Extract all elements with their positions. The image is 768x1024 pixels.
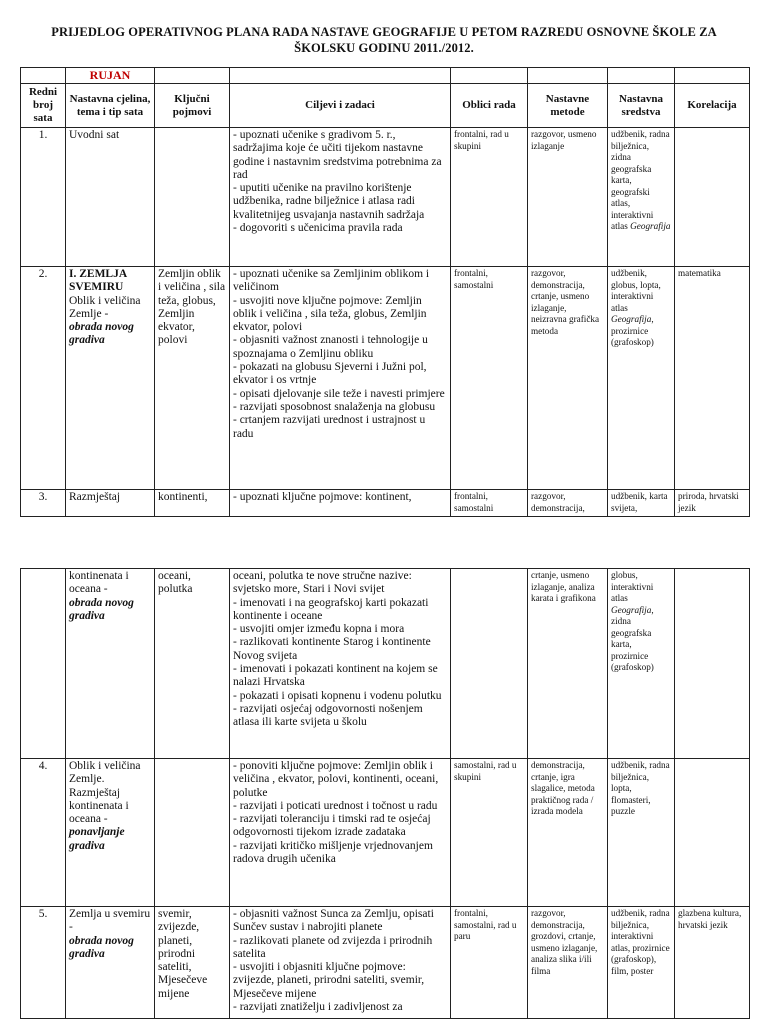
header-row: [21, 84, 750, 128]
row-methods: razgovor, demonstracija,: [528, 490, 608, 517]
row-number: 4.: [21, 759, 66, 907]
lesson-type: obrada novog gradiva: [69, 596, 134, 622]
row-terms: [155, 759, 230, 907]
goal-item: - pokazati na globusu Sjeverni i Južni pol, ekvator i os vrtnje: [233, 361, 427, 387]
table-row: [21, 569, 750, 759]
section-title: I. ZEMLJA SVEMIRU: [69, 268, 127, 294]
row-terms: svemir, zvijezde, planeti, prirodni sateliti, Mjesečeve mijene: [155, 907, 230, 1019]
goal-item: - razvijati osjećaj odgovornosti nošenjem atlasa ili karte svijeta u školu: [233, 702, 423, 729]
goal-item: - usvojiti nove ključne pojmove: Zemljin oblik i veličina , sila teža, globus, Zemljin ekvator, polovi: [233, 294, 427, 334]
header-methods: Nastavne metode: [528, 84, 608, 128]
row-goals: [230, 128, 451, 267]
month-row: [21, 68, 750, 84]
resources-text: udžbenik, globus, lopta, interaktivni atlas: [611, 268, 661, 313]
row-forms: samostalni, rad u skupini: [451, 759, 528, 907]
topic-text: Oblik i veličina Zemlje -: [69, 294, 141, 320]
topic-text: Uvodni sat: [69, 129, 120, 141]
row-methods: demonstracija, crtanje, igra slagalice, metoda praktičnog rada / izrada modela: [528, 759, 608, 907]
row-methods: razgovor, usmeno izlaganje: [528, 128, 608, 267]
resources-text-after: , prozirnice (grafoskop): [611, 314, 654, 347]
goal-item: - uputiti učenike na pravilno korištenje udžbenika, radne bilježnice i atlasa radi kvalitetnijeg usvajanja nastavnih sadržaja: [233, 182, 425, 221]
resources-italic: Geografija: [611, 314, 652, 324]
row-goals: [230, 490, 451, 517]
row-number: 5.: [21, 907, 66, 1019]
row-forms: [451, 569, 528, 759]
row-methods: razgovor, demonstracija, crtanje, usmeno izlaganje, neizravna grafička metoda: [528, 267, 608, 490]
resources-text: udžbenik, radna bilježnica, zidna geografska karta, geografski atlas, interaktivni atlas: [611, 129, 670, 231]
topic-text: Zemlja u svemiru -: [69, 908, 151, 934]
row-terms: [155, 128, 230, 267]
goal-item: - imenovati i pokazati kontinent na kojem se nalazi Hrvatska: [233, 663, 438, 689]
goal-item: - razlikovati kontinente Starog i kontinente Novog svijeta: [233, 636, 431, 662]
row-correlation: matematika: [675, 267, 750, 490]
row-number: 1.: [21, 128, 66, 267]
row-resources: udžbenik, karta svijeta,: [608, 490, 675, 517]
goal-item: - razvijati i poticati urednost i točnost u radu: [233, 799, 438, 812]
title-line-2: ŠKOLSKU GODINU 2011./2012.: [294, 41, 474, 55]
empty-cell: [155, 68, 230, 84]
empty-cell: [608, 68, 675, 84]
header-goals: Ciljevi i zadaci: [230, 84, 451, 128]
goal-item: - razlikovati planete od zvijezda i prirodnih satelita: [233, 934, 433, 960]
row-forms: frontalni, samostalni: [451, 267, 528, 490]
lesson-type: obrada novog gradiva: [69, 321, 134, 347]
row-forms: frontalni, rad u skupini: [451, 128, 528, 267]
row-forms: frontalni, samostalni, rad u paru: [451, 907, 528, 1019]
goal-item: - razvijati znatiželju i zadivljenost za: [233, 1001, 403, 1014]
row-methods: razgovor, demonstracija, grozdovi, crtanje, usmeno izlaganje, analiza slika i/ili filma: [528, 907, 608, 1019]
empty-cell: [21, 68, 66, 84]
row-resources: [608, 569, 675, 759]
row-resources: [608, 128, 675, 267]
goal-item: - upoznati učenike s gradivom 5. r., sadržajima koje će učiti tijekom nastavne godine i nastavnim sredstvima potrebnima za rad: [233, 129, 442, 181]
row-correlation: priroda, hrvatski jezik: [675, 490, 750, 517]
row-terms: kontinenti,: [155, 490, 230, 517]
topic-text: Oblik i veličina Zemlje. Razmještaj kontinenata i oceana -: [69, 760, 141, 826]
empty-cell: [230, 68, 451, 84]
resources-italic: Geografija: [611, 604, 652, 615]
row-methods: crtanje, usmeno izlaganje, analiza karata i grafikona: [528, 569, 608, 759]
goal-item: - crtanjem razvijati urednost i ustrajnost u radu: [233, 414, 426, 440]
table-row: [21, 267, 750, 490]
row-topic: [66, 759, 155, 907]
goal-item: - ponoviti ključne pojmove: Zemljin oblik i veličina , ekvator, polovi, kontinenti, oceani, polutke: [233, 760, 439, 799]
goal-item: - objasniti važnost Sunca za Zemlju, opisati Sunčev sustav i nabrojiti planete: [233, 908, 434, 934]
row-terms: oceani, polutka: [155, 569, 230, 759]
header-forms: Oblici rada: [451, 84, 528, 128]
table-row: [21, 128, 750, 267]
goal-item: - razvijati toleranciju i timski rad te osjećaj odgovornosti tijekom izrade zadataka: [233, 813, 431, 839]
header-terms: Ključni pojmovi: [155, 84, 230, 128]
row-correlation: [675, 128, 750, 267]
goal-item: - imenovati i na geografskoj karti pokazati kontinente i oceane: [233, 596, 429, 622]
lesson-type: obrada novog gradiva: [69, 934, 134, 960]
plan-table-part-2: [20, 568, 750, 1019]
row-correlation: [675, 569, 750, 759]
row-forms: frontalni, samostalni: [451, 490, 528, 517]
document-title: [0, 24, 768, 56]
topic-text: Razmještaj: [69, 491, 121, 503]
row-number: 2.: [21, 267, 66, 490]
row-resources: [608, 267, 675, 490]
row-correlation: glazbena kultura, hrvatski jezik: [675, 907, 750, 1019]
resources-italic: Geografija: [630, 221, 671, 231]
resources-text: globus, interaktivni atlas: [611, 570, 654, 603]
table-row: [21, 490, 750, 517]
table-row: [21, 759, 750, 907]
row-topic: [66, 267, 155, 490]
goal-item: oceani, polutka te nove stručne nazive: svjetsko more, Stari i Novi svijet: [233, 570, 412, 596]
header-unit: Nastavna cjelina, tema i tip sata: [66, 84, 155, 128]
goal-item: - opisati djelovanje sile teže i navesti primjere: [233, 387, 445, 400]
row-resources: udžbenik, radna bilježnica, interaktivni atlas, prozirnice (grafoskop), film, poster: [608, 907, 675, 1019]
resources-text-after: , zidna geografska karta, prozirnice (grafoskop): [611, 604, 654, 672]
title-line-1: PRIJEDLOG OPERATIVNOG PLANA RADA NASTAVE GEOGRAFIJE U PETOM RAZREDU OSNOVNE ŠKOLE ZA: [51, 25, 717, 39]
empty-cell: [675, 68, 750, 84]
goal-item: - pokazati i opisati kopnenu i vodenu polutku: [233, 689, 442, 702]
row-resources: udžbenik, radna bilježnica, lopta, flomasteri, puzzle: [608, 759, 675, 907]
plan-table-part-1: [20, 67, 750, 517]
row-topic: [66, 490, 155, 517]
goal-item: - usvojiti i objasniti ključne pojmove: zvijezde, planeti, prirodni sateliti, svemir, Mjesečeve mijene: [233, 961, 425, 1000]
header-correlation: Korelacija: [675, 84, 750, 128]
row-number: 3.: [21, 490, 66, 517]
header-resources: Nastavna sredstva: [608, 84, 675, 128]
row-terms: Zemljin oblik i veličina , sila teža, globus, Zemljin ekvator, polovi: [155, 267, 230, 490]
row-goals: [230, 907, 451, 1019]
row-goals: [230, 569, 451, 759]
lesson-type: ponavljanje gradiva: [69, 826, 125, 852]
table-row: [21, 907, 750, 1019]
row-goals: [230, 267, 451, 490]
row-topic: [66, 569, 155, 759]
row-correlation: [675, 759, 750, 907]
goal-item: - razvijati sposobnost snalaženja na globusu: [233, 400, 436, 413]
goal-item: - razvijati kritičko mišljenje vrjednovanjem radova drugih učenika: [233, 839, 433, 866]
row-topic: [66, 907, 155, 1019]
empty-cell: [528, 68, 608, 84]
goal-item: - upoznati ključne pojmove: kontinent,: [233, 491, 412, 503]
goal-item: - upoznati učenike sa Zemljinim oblikom i veličinom: [233, 268, 430, 294]
goal-item: - objasniti važnost znanosti i tehnologije u spoznajama o Zemljinu obliku: [233, 334, 428, 360]
row-number: [21, 569, 66, 759]
topic-text: kontinenata i oceana -: [69, 570, 129, 596]
row-topic: [66, 128, 155, 267]
row-goals: [230, 759, 451, 907]
header-num: Redni broj sata: [21, 84, 66, 128]
month-label: RUJAN: [66, 68, 155, 84]
goal-item: - dogovoriti s učenicima pravila rada: [233, 222, 403, 235]
goal-item: - usvojiti omjer između kopna i mora: [233, 623, 405, 636]
empty-cell: [451, 68, 528, 84]
